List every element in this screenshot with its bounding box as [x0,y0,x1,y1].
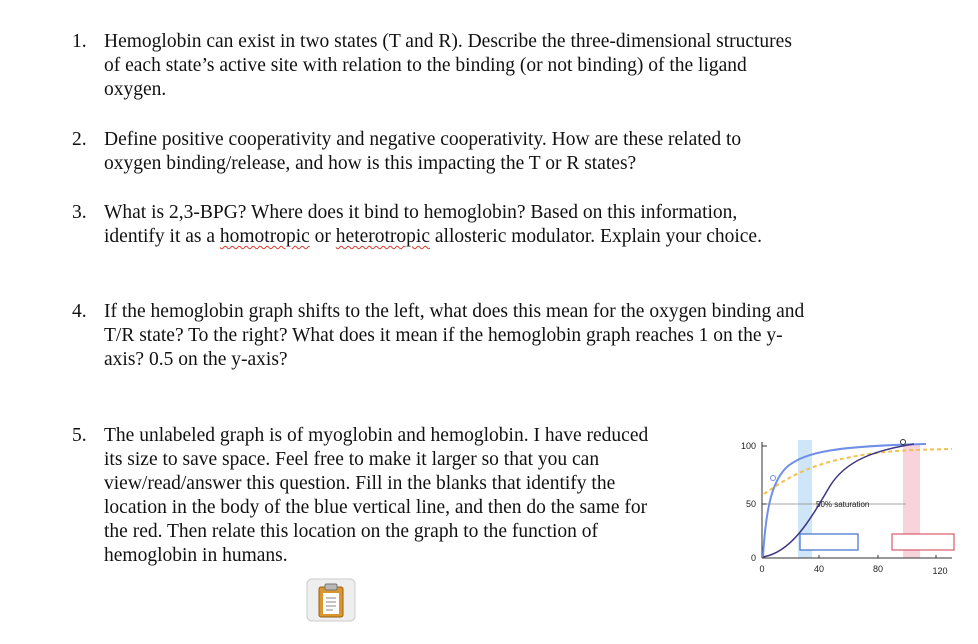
question-line: If the hemoglobin graph shifts to the left, what does this mean for the oxygen binding and [104,301,805,322]
y-tick-label: 100 [740,441,756,451]
spellcheck-word-homotropic[interactable]: homotropic [219,226,310,247]
question-line: Define positive cooperativity and negative cooperativity. How are these related to [104,129,742,150]
question-line: Hemoglobin can exist in two states (T and R). Describe the three-dimensional structures [104,31,792,52]
question-line: its size to save space. Feel free to make it larger so that you can [104,449,600,470]
question-number: 3. [72,202,87,223]
y-tick-label: 0 [750,553,756,563]
question-text: or [309,226,336,247]
y-tick-label: 50 [745,499,756,509]
question-line: the red. Then relate this location on the graph to the function of [104,521,599,542]
curve-point [771,476,776,481]
question-line: oxygen binding/release, and how is this impacting the T or R states? [104,153,637,174]
question-number: 2. [72,129,87,150]
x-tick-label: 80 [872,564,884,574]
curve-point [901,440,906,445]
x-tick-label: 0 [759,564,765,574]
clipboard-icon[interactable] [306,578,356,622]
question-line: What is 2,3-BPG? Where does it bind to hemoglobin? Based on this information, [104,202,738,223]
question-text: allosteric modulator. Explain your choice. [430,226,762,247]
question-text: identify it as a [104,226,220,247]
x-tick-label: 120 [932,566,948,576]
question-line: view/read/answer this question. Fill in the blanks that identify the [104,473,616,494]
question-line: axis? 0.5 on the y-axis? [104,349,288,370]
question-line: of each state’s active site with relation to the binding (or not binding) of the ligand [104,55,747,76]
question-line: T/R state? To the right? What does it mean if the hemoglobin graph reaches 1 on the y- [104,325,783,346]
question-line: location in the body of the blue vertical line, and then do the same for [104,497,648,518]
blue-answer-blank[interactable] [800,534,858,550]
oxygen-binding-graph [726,428,962,584]
shifted-curve [764,449,952,494]
question-number: 1. [72,31,87,52]
question-line: hemoglobin in humans. [104,545,288,566]
saturation-label: 50% saturation [816,500,870,509]
question-line [104,225,762,249]
question-number: 4. [72,301,87,322]
question-number: 5. [72,425,87,446]
question-line: oxygen. [104,79,167,100]
red-answer-blank[interactable] [892,534,954,550]
x-tick-label: 40 [813,564,825,574]
spellcheck-word-heterotropic[interactable]: heterotropic [335,226,431,247]
question-line: The unlabeled graph is of myoglobin and hemoglobin. I have reduced [104,425,649,446]
